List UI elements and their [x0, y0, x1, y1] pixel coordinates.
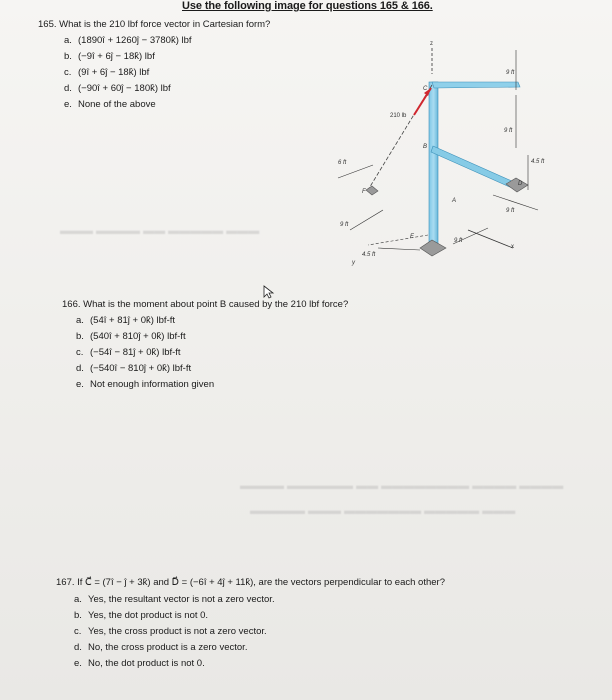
option-letter: b.	[76, 331, 84, 342]
option-text: (1890î + 1260ĵ − 3780k̂) lbf	[78, 35, 192, 46]
y-axis-label: y	[352, 260, 355, 266]
option-letter: d.	[64, 83, 72, 94]
option-letter: c.	[76, 347, 84, 358]
point-C-label: C	[423, 86, 428, 92]
q167-option-c[interactable]	[74, 626, 267, 637]
point-D-label: D	[518, 181, 523, 187]
option-letter: e.	[64, 99, 72, 110]
vertical-pole	[429, 82, 438, 244]
z-axis-label: z	[430, 41, 433, 47]
point-E-label: E	[410, 234, 415, 240]
dim-line-6ft	[338, 165, 373, 178]
option-text: (−54î − 81ĵ + 0k̂) lbf-ft	[90, 347, 181, 358]
dim-4-5ft-bottom: 4.5 ft	[362, 252, 376, 258]
dim-line-4-5ft	[378, 248, 420, 250]
option-letter: a.	[74, 594, 82, 605]
q165-option-b[interactable]	[64, 51, 155, 62]
option-text: (9î + 6ĵ − 18k̂) lbf	[78, 67, 150, 78]
option-text: None of the above	[78, 99, 156, 110]
force-label: 210 lb	[390, 113, 407, 119]
bleed-through-text: ▬▬▬▬ ▬▬▬▬▬▬ ▬▬ ▬▬▬▬▬▬▬▬ ▬▬▬▬ ▬▬▬▬	[240, 480, 564, 492]
option-letter: c.	[64, 67, 72, 78]
option-letter: a.	[64, 35, 72, 46]
frame-diagram	[328, 30, 560, 270]
bleed-through-text: ▬▬▬ ▬▬▬▬ ▬▬ ▬▬▬▬▬ ▬▬▬	[60, 225, 260, 237]
q167-option-d[interactable]	[74, 642, 247, 653]
y-axis	[368, 235, 428, 245]
option-text: Yes, the cross product is not a zero vector.	[88, 626, 267, 637]
dim-9ft-lower-right: 9 ft	[506, 208, 515, 214]
base-support-E	[420, 240, 446, 256]
dim-9ft-top: 9 ft	[506, 70, 515, 76]
q165-option-e[interactable]	[64, 99, 156, 110]
dim-6ft: 6 ft	[338, 160, 347, 166]
option-letter: c.	[74, 626, 82, 637]
section-header: Use the following image for questions 165 & 166.	[182, 0, 433, 12]
q165-option-a[interactable]	[64, 35, 192, 46]
option-text: No, the dot product is not 0.	[88, 658, 205, 669]
option-letter: d.	[76, 363, 84, 374]
q165-option-d[interactable]	[64, 83, 171, 94]
mouse-cursor-icon	[263, 285, 275, 299]
q166-option-a[interactable]	[76, 315, 175, 326]
x-axis	[468, 230, 513, 248]
q166-option-e[interactable]	[76, 379, 214, 390]
option-letter: e.	[74, 658, 82, 669]
question-167-stem: 167. If C⃗ = (7î − ĵ + 3k̂) and D⃗ = (−6î + 4ĵ + 11k̂), are the vectors perpendicular to each other?	[56, 577, 445, 588]
q167-option-b[interactable]	[74, 610, 208, 621]
option-text: (−9î + 6ĵ − 18k̂) lbf	[78, 51, 155, 62]
question-166-stem: 166. What is the moment about point B caused by the 210 lbf force?	[62, 299, 349, 310]
option-text: (−90î + 60ĵ − 180k̂) lbf	[78, 83, 171, 94]
question-165-stem: 165. What is the 210 lbf force vector in Cartesian form?	[38, 19, 271, 30]
option-text: (54î + 81ĵ + 0k̂) lbf-ft	[90, 315, 176, 326]
option-letter: e.	[76, 379, 84, 390]
diagonal-brace	[431, 146, 514, 188]
option-letter: b.	[74, 610, 82, 621]
horizontal-arm	[432, 82, 520, 88]
point-B-label: B	[423, 144, 428, 150]
option-letter: b.	[64, 51, 72, 62]
point-F-label: F	[362, 189, 366, 195]
base-support-F	[366, 186, 378, 195]
dim-4-5ft-right: 4.5 ft	[531, 159, 545, 165]
option-text: (540î + 810ĵ + 0k̂) lbf-ft	[90, 331, 186, 342]
option-letter: a.	[76, 315, 84, 326]
option-text: Not enough information given	[90, 379, 215, 390]
option-text: Yes, the resultant vector is not a zero vector.	[88, 594, 275, 605]
dim-line-9ft-lower	[493, 195, 538, 210]
q166-option-c[interactable]	[76, 347, 181, 358]
point-A-label: A	[452, 198, 457, 204]
q167-option-e[interactable]	[74, 658, 205, 669]
option-text: Yes, the dot product is not 0.	[88, 610, 209, 621]
q165-option-c[interactable]	[64, 67, 149, 78]
q166-option-d[interactable]	[76, 363, 191, 374]
q167-option-a[interactable]	[74, 594, 275, 605]
dim-9ft-left: 9 ft	[340, 222, 349, 228]
option-text: No, the cross product is a zero vector.	[88, 642, 248, 653]
dim-9ft-mid: 9 ft	[504, 128, 513, 134]
x-axis-label: x	[511, 244, 514, 250]
option-letter: d.	[74, 642, 82, 653]
q166-option-b[interactable]	[76, 331, 186, 342]
dim-line-9ft-left	[350, 210, 383, 230]
bleed-through-text: ▬▬▬▬▬ ▬▬▬ ▬▬▬▬▬▬▬ ▬▬▬▬▬ ▬▬▬	[250, 505, 516, 517]
dim-9ft-base: 9 ft	[454, 238, 463, 244]
option-text: (−540î − 810ĵ + 0k̂) lbf-ft	[90, 363, 192, 374]
